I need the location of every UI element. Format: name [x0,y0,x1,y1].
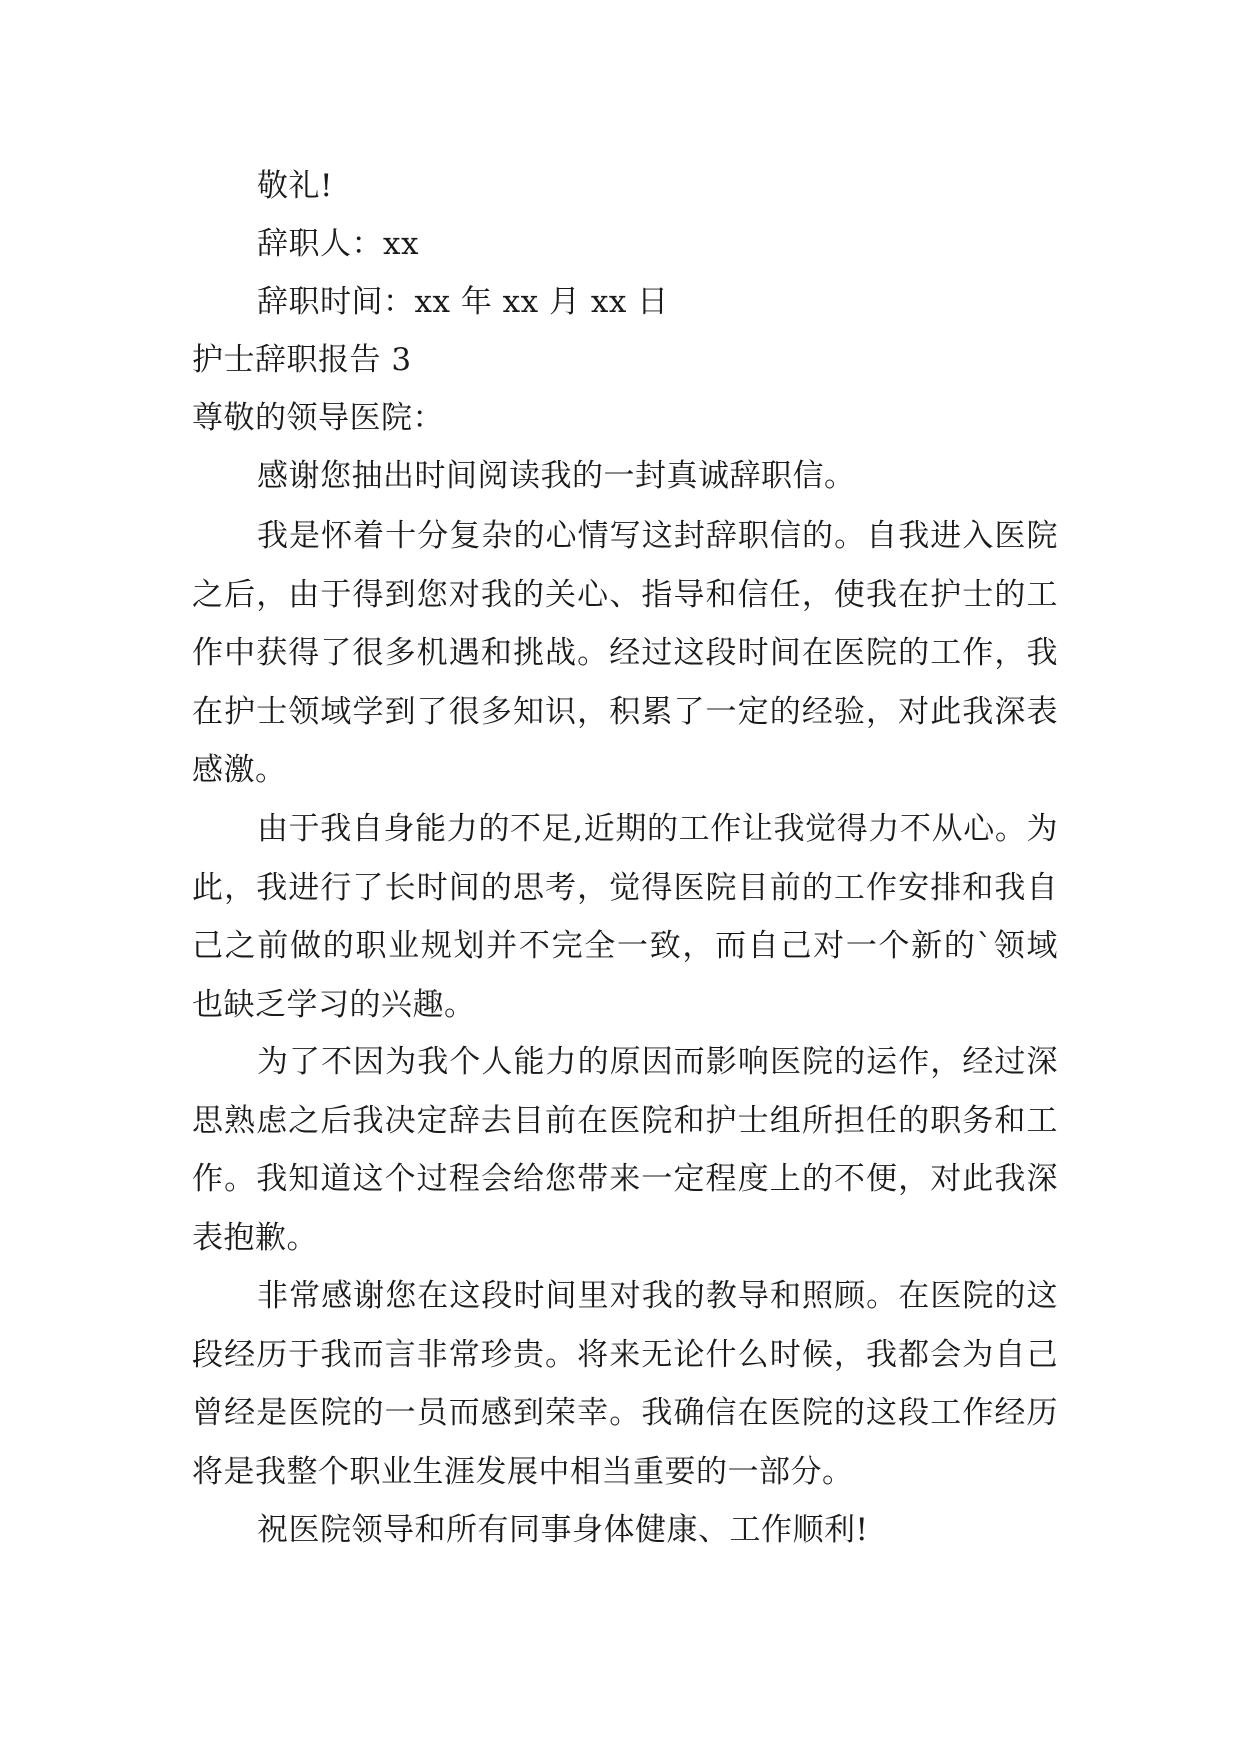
paragraph-1: 感谢您抽出时间阅读我的一封真诚辞职信。 [257,458,856,494]
paragraph-5: 非常感谢您在这段时间里对我的教导和照顾。在医院的这段经历于我而言非常珍贵。将来无论什么时候，我都会为自己曾经是医院的一员而感到荣幸。我确信在医院的这段工作经历将是我整个职业生涯发展中相当重要的一部分。 [192,1278,1058,1490]
paragraph-4: 为了不因为我个人能力的原因而影响医院的运作，经过深思熟虑之后我决定辞去目前在医院和护士组所担任的职务和工作。我知道这个过程会给您带来一定程度上的不便，对此我深表抱歉。 [192,1044,1058,1256]
closing-salute: 敬礼! [257,168,333,204]
report-title: 护士辞职报告 3 [192,342,412,378]
signer-line: 辞职人：xx [257,226,419,262]
paragraph-2: 我是怀着十分复杂的心情写这封辞职信的。自我进入医院之后，由于得到您对我的关心、指导和信任，使我在护士的工作中获得了很多机遇和挑战。经过这段时间在医院的工作，我在护士领域学到了很多知识，积累了一定的经验，对此我深表感激。 [192,518,1058,788]
paragraph-6: 祝医院领导和所有同事身体健康、工作顺利! [257,1512,869,1548]
paragraph-3: 由于我自身能力的不足,近期的工作让我觉得力不从心。为此，我进行了长时间的思考，觉得医院目前的工作安排和我自己之前做的职业规划并不完全一致，而自己对一个新的`领域也缺乏学习的兴趣。 [192,811,1058,1023]
greeting: 尊敬的领导医院： [192,400,444,436]
date-line: 辞职时间：xx 年 xx 月 xx 日 [257,284,669,320]
